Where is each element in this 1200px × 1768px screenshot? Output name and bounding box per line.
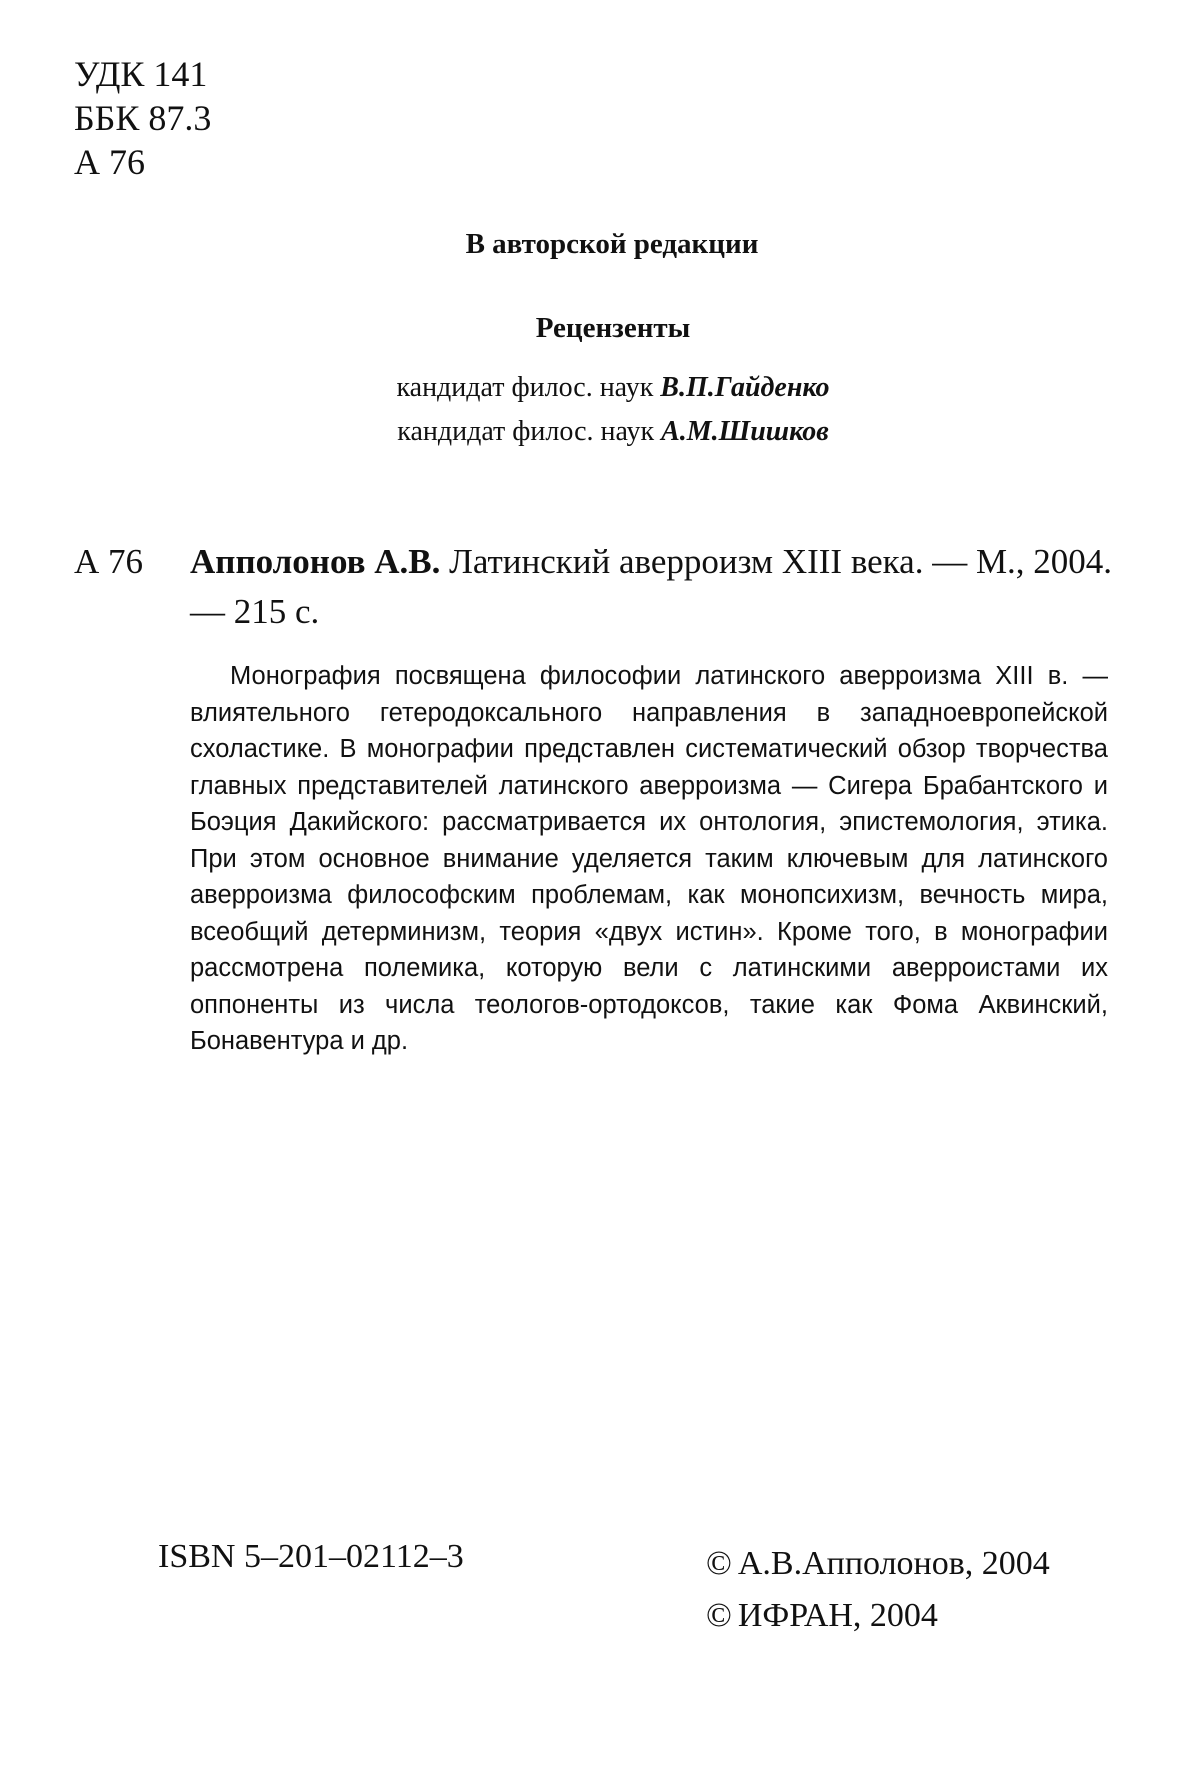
bibliographic-code: А 76 xyxy=(74,542,144,581)
copyright-holder: А.В.Апполонов, 2004 xyxy=(737,1545,1050,1582)
copyright-line xyxy=(706,1590,1050,1642)
bibliographic-description xyxy=(190,537,1114,637)
bibliographic-entry xyxy=(74,537,1114,637)
copyright-block xyxy=(706,1538,1050,1642)
isbn: ISBN 5–201–02112–3 xyxy=(158,1538,464,1575)
reviewers-title: Рецензенты xyxy=(535,312,691,344)
reviewer-name: А.М.Шишков xyxy=(661,416,829,447)
book-author: Апполонов А.В. xyxy=(190,542,441,581)
book-abstract: Монография посвящена философии латинского аверроизма XIII в. — влиятельного гетеродоксального направления в западноевропейской схоластике. В монографии представлен систематический обзор творчества главных представителей латинского аверроизма — Сигера Брабантского и Боэция Дакийского: рассматривается их онтология, эпистемология, этика. При этом основное внимание уделяется таким ключевым для латинского аверроизма философским проблемам, как монопсихизм, вечность мира, всеобщий детерминизм, теория «двух истин». Кроме того, в монографии рассмотрена полемика, которую вели с латинскими аверроистами их оппоненты из числа теологов-ортодоксов, такие как Фома Аквинский, Бонавентура и др. xyxy=(190,662,1108,1055)
classification-block xyxy=(74,52,211,184)
reviewers-list xyxy=(0,366,1200,454)
author-mark: А 76 xyxy=(74,142,145,182)
book-title-imprint: Латинский аверроизм XIII века. — М., 2004. — 215 с. xyxy=(190,542,1113,631)
reviewer-name: В.П.Гайденко xyxy=(660,372,830,403)
copyright-holder: ИФРАН, 2004 xyxy=(737,1597,938,1634)
reviewer-line xyxy=(26,410,1200,454)
reviewer-degree: кандидат филос. наук xyxy=(396,372,654,403)
copyright-sign: © xyxy=(706,1597,732,1634)
reviewer-degree: кандидат филос. наук xyxy=(397,416,655,447)
copyright-sign: © xyxy=(706,1545,732,1582)
edition-note: В авторской редакции xyxy=(465,228,759,260)
bbk-code: ББК 87.3 xyxy=(74,98,212,138)
copyright-line xyxy=(706,1538,1050,1590)
reviewer-line xyxy=(26,366,1200,410)
udk-code: УДК 141 xyxy=(74,54,208,94)
